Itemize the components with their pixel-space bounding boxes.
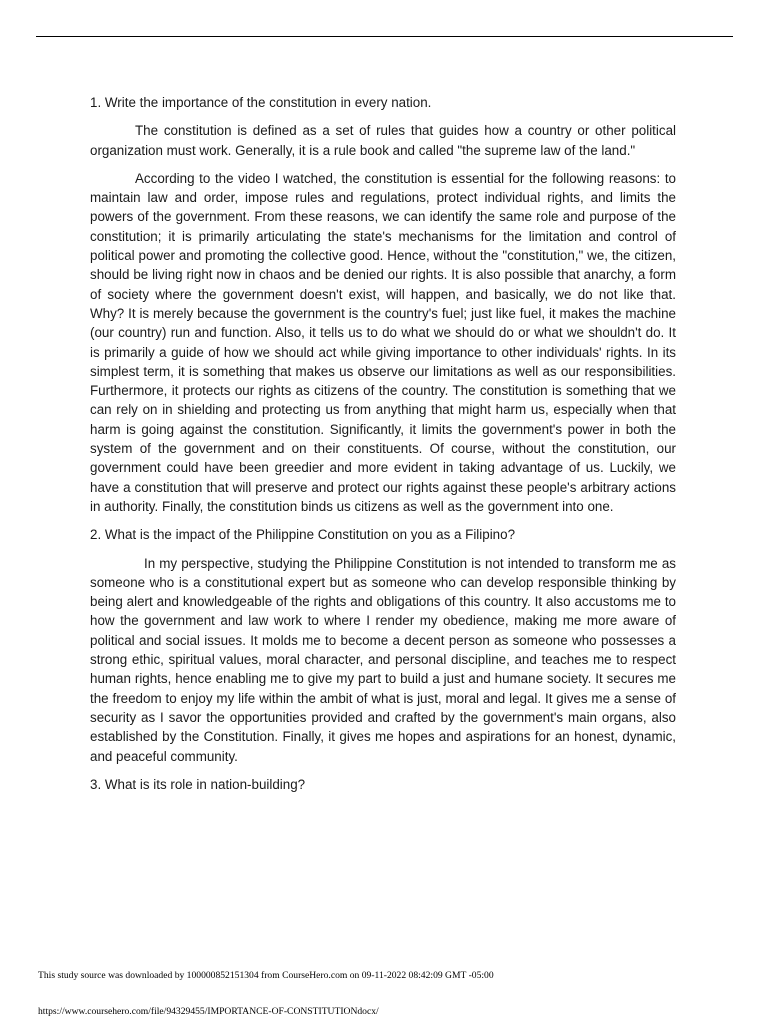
question-2: 2. What is the impact of the Philippine Constitution on you as a Filipino? [90,527,516,543]
question-1: 1. Write the importance of the constitution in every nation. [90,95,432,110]
top-divider [36,36,733,37]
document-body [90,93,676,803]
source-url[interactable]: https://www.coursehero.com/file/94329455/IMPORTANCE-OF-CONSTITUTIONdocx/ [38,1006,379,1017]
download-source-note: This study source was downloaded by 100000852151304 from CourseHero.com on 09-11-2022 08:42:09 GMT -05:00 [38,970,494,981]
question-3: 3. What is its role in nation-building? [90,776,306,792]
answer-2-paragraph-1: In my perspective, studying the Philippine Constitution is not intended to transform me as someone who is a constitutional expert but as someone who can develop responsible thinking by being alert and knowledgeable of the rights and obligations of this country. It also accustoms me to how the government and law work to where I render my obedience, making me more aware of political and social issues. It molds me to become a decent person as someone who possesses a strong ethic, spiritual values, moral character, and personal discipline, and teaches me to respect human rights, hence enabling me to give my part to build a just and humane society. It secures me the freedom to enjoy my life within the ambit of what is just, moral and legal. It gives me a sense of security as I savor the opportunities provided and crafted by the government's main organs, also established by the Constitution. Finally, it gives me hopes and aspirations for an honest, dynamic, and peaceful community. [90,555,676,764]
answer-1-paragraph-2: According to the video I watched, the constitution is essential for the following reasons: to maintain law and order, impose rules and regulations, protect individual rights, and limits the powers of the government. From these reasons, we can identify the same role and purpose of the constitution; it is primarily articulating the state's mechanisms for the limitation and control of political power and promoting the collective good. Hence, without the "constitution," we, the citizen, should be living right now in chaos and be denied our rights. It is also possible that anarchy, a form of society where the government doesn't exist, will happen, and basically, we do not like that. Why? It is merely because the government is the country's fuel; just like fuel, it makes the machine (our country) run and function. Also, it tells us to do what we should do or what we shouldn't do. It is primarily a guide of how we should act while giving importance to other individuals' rights. In its simplest term, it is something that makes us observe our limitations as well as our responsibilities. Furthermore, it protects our rights as citizens of the country. The constitution is something that we can rely on in shielding and protecting us from anything that might harm us, especially when that harm is going against the constitution. Significantly, it limits the government's power in both the system of the government and on their constituents. Of course, without the constitution, our government could have been greedier and more evident in taking advantage of us. Luckily, we have a constitution that will preserve and protect our rights against these people's arbitrary actions in authority. Finally, the constitution binds us citizens as well as the government into one. [90,170,676,514]
answer-1-paragraph-1: The constitution is defined as a set of rules that guides how a country or other political organization must work. Generally, it is a rule book and called "the supreme law of the land." [90,123,676,158]
